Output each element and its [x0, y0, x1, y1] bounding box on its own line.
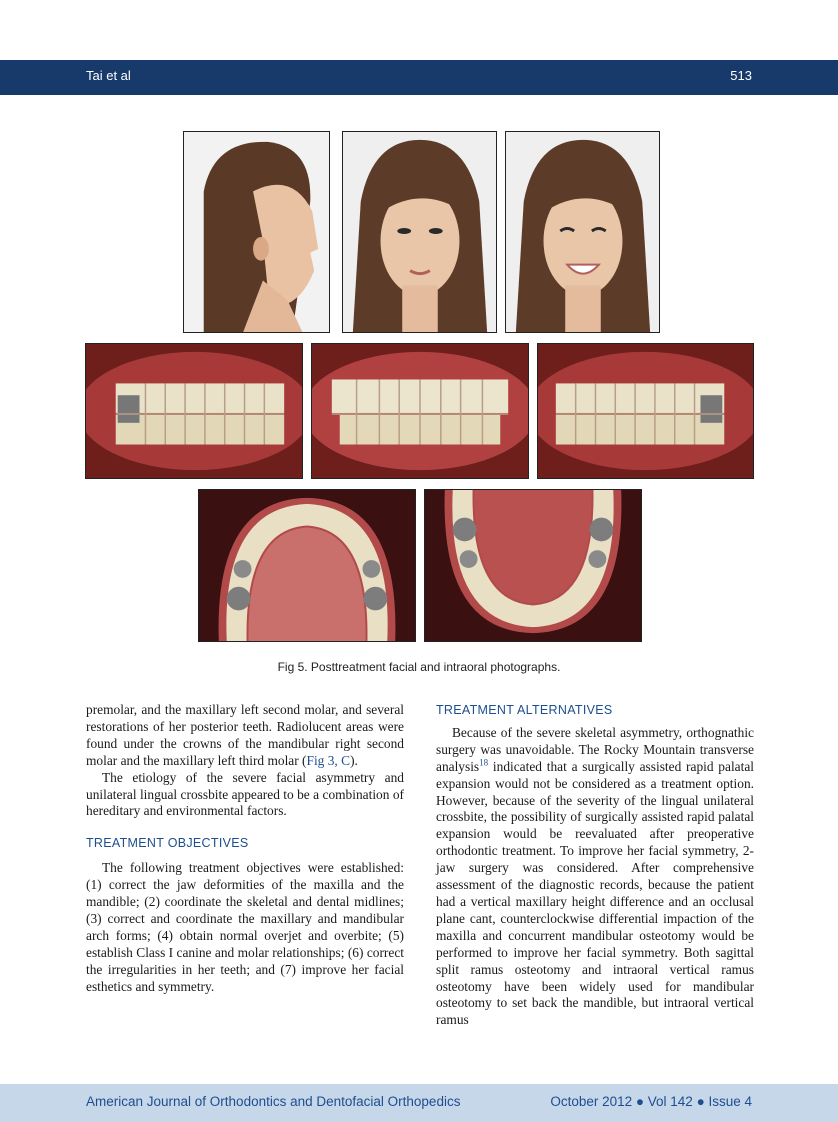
facial-smile-photo [505, 131, 660, 333]
issue-info: October 2012 ● Vol 142 ● Issue 4 [550, 1094, 752, 1109]
paragraph [436, 725, 754, 1029]
paragraph [86, 702, 404, 770]
maxillary-occlusal-photo [198, 489, 416, 642]
intraoral-frontal-photo [311, 343, 529, 479]
paragraph-text: ). [350, 752, 358, 768]
paragraph: The etiology of the severe facial asymmetry and unilateral lingual crossbite appeared to be a combination of hereditary and environmental factors. [86, 769, 404, 819]
mandibular-occlusal-photo [424, 489, 642, 642]
section-heading-treatment-alternatives: TREATMENT ALTERNATIVES [436, 703, 613, 717]
paragraph: The following treatment objectives were established: (1) correct the jaw deformities of the maxilla and the mandible; (2) coordinate the skeletal and dental midlines; (3) correct and coordinate the maxillary and mandibular arch forms; (4) obtain normal overjet and overbite; (5) establish Class I canine and molar relationships; (6) correct the irregularities in her teeth; and (7) improve her facial esthetics and symmetry. [86, 860, 404, 994]
page-number: 513 [730, 68, 752, 83]
face-profile-photo-icon [184, 132, 329, 332]
intraoral-right-photo [85, 343, 303, 479]
facial-frontal-photo [342, 131, 497, 333]
teeth-right-photo-icon [86, 344, 302, 478]
citation-reference-link[interactable]: 18 [479, 757, 489, 768]
intraoral-left-photo [537, 343, 754, 479]
paragraph-text: indicated that a surgically assisted rapid palatal expansion would not be considered as a treatment option. However, because of the severity of the lingual unilateral crossbite, the possibility of surgically assisted rapid palatal expansion would be reevaluated after preoperative orthodontic treatment. To improve her facial symmetry, 2-jaw surgery was considered. After comprehensive assessment of the diagnostic records, because the patient had a vertical maxillary height difference and an occlusal plane cant, counterclockwise differential impaction of the maxilla and concurrent mandibular osteotomy would be performed to improve her facial symmetry. Both sagittal split ramus osteotomy and intraoral vertical ramus osteotomy have been widely used for mandibular osteotomy to set back the mandible, but intraoral vertical ramus [436, 758, 754, 1028]
face-frontal-photo-icon [343, 132, 496, 332]
running-title: Tai et al [86, 68, 131, 83]
teeth-frontal-photo-icon [312, 344, 528, 478]
figure-caption: Fig 5. Posttreatment facial and intraoral photographs. [277, 660, 561, 674]
upper-arch-photo-icon [199, 490, 415, 641]
facial-profile-photo [183, 131, 330, 333]
paragraph-text: Because of the severe skeletal asymmetry, orthognathic surgery was unavoidable. The Rocky Mountain transverse analysis [436, 724, 754, 774]
face-smile-photo-icon [506, 132, 659, 332]
teeth-left-photo-icon [538, 344, 753, 478]
left-column [86, 702, 404, 996]
running-header [0, 60, 838, 95]
right-column [436, 702, 754, 1029]
journal-footer [0, 1084, 838, 1122]
lower-arch-photo-icon [425, 490, 641, 641]
figure-reference-link[interactable]: Fig 3, C [306, 752, 351, 768]
journal-name: American Journal of Orthodontics and Dentofacial Orthopedics [86, 1094, 461, 1109]
section-heading-treatment-objectives: TREATMENT OBJECTIVES [86, 836, 249, 851]
paragraph-text: premolar, and the maxillary left second molar, and several restorations of her posterior teeth. Radiolucent areas were found under the crowns of the mandibular right second molar and the maxillary left third molar ( [86, 702, 404, 768]
